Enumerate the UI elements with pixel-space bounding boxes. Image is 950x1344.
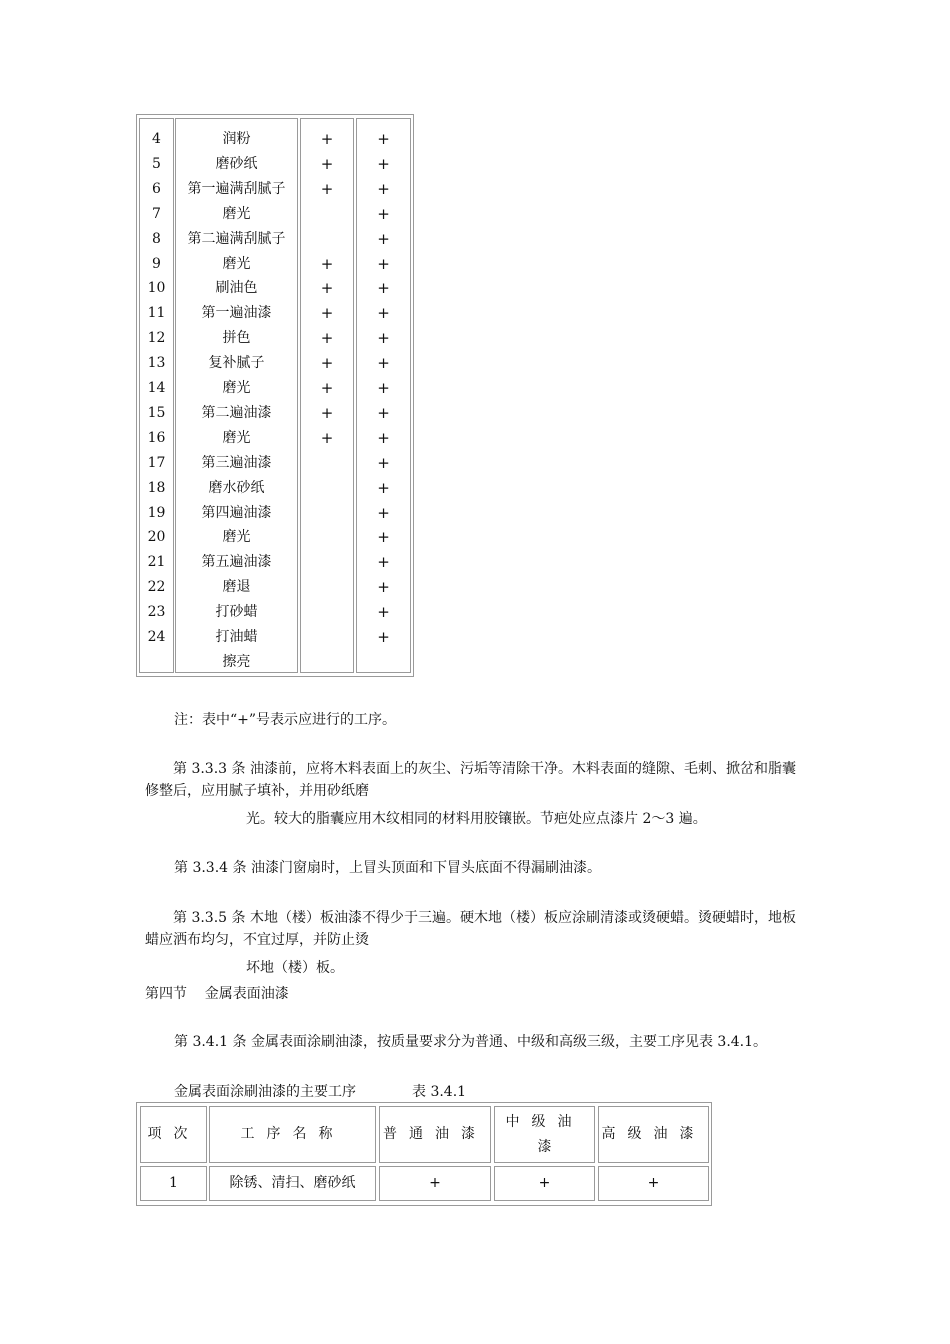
table1-row-11-mid-grade-mark: + [320,379,334,397]
process-table-continued [136,114,414,677]
table1-row-2-item-number: 5 [152,155,161,172]
clause-3-3-4: 第 3.3.4 条 油漆门窗扇时，上冒头顶面和下冒头底面不得漏刷油漆。 [174,860,601,876]
table1-row-13-mid-grade-mark: + [320,428,334,447]
clause-3-3-5-line1: 第 3.3.5 条 木地（楼）板油漆不得少于三遍。硬木地（楼）板应涂刷清漆或烫硬蜡。烫硬蜡时，地板 [173,910,796,926]
table1-row-11-high-grade-mark: + [377,379,390,397]
table1-row-17-item-number: 20 [147,529,166,546]
table1-row-10-item-number: 13 [147,355,166,372]
clause-3-3-5 [145,907,796,951]
table1-row-7-mid-grade-mark: + [320,279,334,298]
table1-row-19-mid-grade-mark [301,575,353,600]
table1-row-13-process-name: 磨光 [222,429,251,446]
clause-3-3-3 [145,758,796,802]
table1-row-10-mid-grade-mark: + [320,354,334,373]
header-normal-paint [379,1106,491,1163]
table1-row-1-high-grade-mark: + [377,130,390,148]
table1-row-3-mid-grade-mark: + [320,179,334,198]
mid-grade-column [300,118,354,673]
table1-row-13-high-grade-mark: + [377,428,390,447]
table1-row-1-process-name: 润粉 [222,131,251,147]
table1-row-9-high-grade-mark: + [377,329,390,348]
table1-row-14-process-name: 第三遍油漆 [201,454,272,471]
table1-row-20-mid-grade-mark [301,600,353,625]
table1-row-20-item-number: 23 [147,604,166,621]
header-mid-paint-line2: 漆 [537,1138,552,1155]
row1-high-mark: + [598,1166,709,1201]
table1-row-22-item-number [140,650,173,675]
table-caption-title: 金属表面涂刷油漆的主要工序 [174,1084,356,1100]
header-mid-paint [494,1106,595,1163]
table1-row-4-item-number: 7 [152,205,161,222]
table1-row-16-process-name: 第四遍油漆 [201,504,272,521]
table-caption-number: 表 3.4.1 [412,1084,467,1100]
table1-row-12-mid-grade-mark: + [320,403,334,422]
table1-row-16-high-grade-mark: + [377,503,390,522]
table1-row-8-high-grade-mark: + [377,304,390,323]
table1-row-3-high-grade-mark: + [377,179,390,198]
header-item-number [140,1106,207,1163]
clause-3-3-3-line3: 光。较大的脂囊应用木纹相同的材料用胶镶嵌。节疤处应点漆片 2～3 遍。 [246,811,707,827]
table1-row-8-mid-grade-mark: + [320,304,334,323]
header-item-number-text: 项次 [147,1126,200,1142]
table1-row-19-item-number: 22 [147,579,166,596]
high-grade-column [356,118,411,673]
table1-row-6-high-grade-mark: + [377,254,390,273]
table1-row-18-item-number: 21 [147,554,166,571]
table1-row-5-process-name: 第二遍满刮腻子 [187,230,286,247]
table1-row-17-high-grade-mark: + [377,528,390,547]
table1-row-8-process-name: 第一遍油漆 [201,305,272,322]
table1-row-3-item-number: 6 [152,180,161,197]
table1-row-12-high-grade-mark: + [377,403,390,422]
table1-row-15-item-number: 18 [147,479,166,496]
clause-3-3-5-line3: 坏地（楼）板。 [246,960,344,976]
table1-row-8-item-number: 11 [147,305,166,322]
table1-row-7-high-grade-mark: + [377,279,390,298]
table1-row-2-high-grade-mark: + [377,154,390,173]
table1-row-14-item-number: 17 [147,454,166,471]
table1-row-21-mid-grade-mark [301,625,353,650]
table1-row-21-item-number: 24 [147,629,166,645]
table1-row-1-mid-grade-mark: + [320,130,334,148]
header-mid-paint-line1: 中级油 [505,1113,584,1130]
clause-3-4-1: 第 3.4.1 条 金属表面涂刷油漆，按质量要求分为普通、中级和高级三级，主要工序见表 3.4.1。 [174,1034,768,1050]
table1-row-2-mid-grade-mark: + [320,154,334,173]
metal-painting-process-table [136,1102,712,1206]
table1-row-20-process-name: 打砂蜡 [215,604,258,621]
table1-row-2-process-name: 磨砂纸 [215,155,258,172]
table1-row-4-mid-grade-mark [301,202,353,227]
table1-row-6-item-number: 9 [152,255,161,272]
table1-row-12-process-name: 第二遍油漆 [201,404,272,421]
row1-mid-mark: + [494,1166,595,1201]
table1-row-7-item-number: 10 [147,280,166,297]
header-process-name [209,1106,376,1163]
table1-row-22-mid-grade-mark [301,650,353,675]
table1-row-18-high-grade-mark: + [377,553,390,572]
table1-row-9-item-number: 12 [147,330,166,347]
table1-row-15-process-name: 磨水砂纸 [208,479,265,496]
header-process-name-text: 工序名称 [240,1126,345,1142]
header-high-paint-text: 高级油漆 [601,1126,706,1142]
clause-3-3-3-line1: 第 3.3.3 条 油漆前，应将木料表面上的灰尘、污垢等清除干净。木料表面的缝隙、毛刺、掀岔和脂囊 [173,761,796,777]
clause-3-3-3-line2: 修整后，应用腻子填补，并用砂纸磨 [145,783,369,799]
table-note: 注：表中“+”号表示应进行的工序。 [174,712,397,728]
table1-row-15-high-grade-mark: + [377,478,390,497]
table1-row-22-high-grade-mark [357,650,410,675]
table1-row-16-mid-grade-mark [301,501,353,526]
table1-row-4-high-grade-mark: + [377,204,390,223]
table1-row-17-process-name: 磨光 [222,529,251,546]
table1-row-18-process-name: 第五遍油漆 [201,554,272,571]
table1-row-19-process-name: 磨退 [222,579,251,596]
row1-normal-mark: + [379,1166,491,1201]
table1-row-22-process-name: 擦亮 [222,653,251,670]
table1-row-12-item-number: 15 [147,404,166,421]
table1-row-20-high-grade-mark: + [377,603,390,622]
item-number-column [139,118,174,673]
table1-row-5-mid-grade-mark [301,227,353,252]
table1-row-5-high-grade-mark: + [377,229,390,248]
table1-row-14-high-grade-mark: + [377,453,390,472]
table1-row-14-mid-grade-mark [301,451,353,476]
table1-row-19-high-grade-mark: + [377,578,390,597]
row1-process-name: 除锈、清扫、磨砂纸 [209,1166,376,1201]
table1-row-18-mid-grade-mark [301,550,353,575]
table1-row-7-process-name: 刷油色 [215,280,258,297]
table1-row-16-item-number: 19 [147,504,166,521]
table1-row-10-process-name: 复补腻子 [208,355,265,372]
row1-item-number: 1 [140,1166,207,1201]
table1-row-9-process-name: 拼色 [222,330,251,347]
table1-row-9-mid-grade-mark: + [320,329,334,348]
table1-row-11-process-name: 磨光 [222,380,251,396]
table1-row-11-item-number: 14 [147,380,166,396]
table1-row-15-mid-grade-mark [301,476,353,501]
header-normal-paint-text: 普通油漆 [383,1126,487,1142]
table1-row-10-high-grade-mark: + [377,354,390,373]
table1-row-6-process-name: 磨光 [222,255,251,272]
table1-row-21-high-grade-mark: + [377,628,390,646]
clause-3-3-5-line2: 蜡应洒布均匀，不宜过厚，并防止烫 [145,932,369,948]
table1-row-21-process-name: 打油蜡 [215,629,258,645]
section-title: 第四节 金属表面油漆 [145,986,289,1002]
process-name-column [175,118,298,673]
header-high-paint [598,1106,709,1163]
table1-row-17-mid-grade-mark [301,525,353,550]
table1-row-4-process-name: 磨光 [222,205,251,222]
table1-row-13-item-number: 16 [147,429,166,446]
table1-row-3-process-name: 第一遍满刮腻子 [187,180,286,197]
table1-row-6-mid-grade-mark: + [320,254,334,273]
table1-row-1-item-number: 4 [152,131,161,147]
table1-row-5-item-number: 8 [152,230,161,247]
